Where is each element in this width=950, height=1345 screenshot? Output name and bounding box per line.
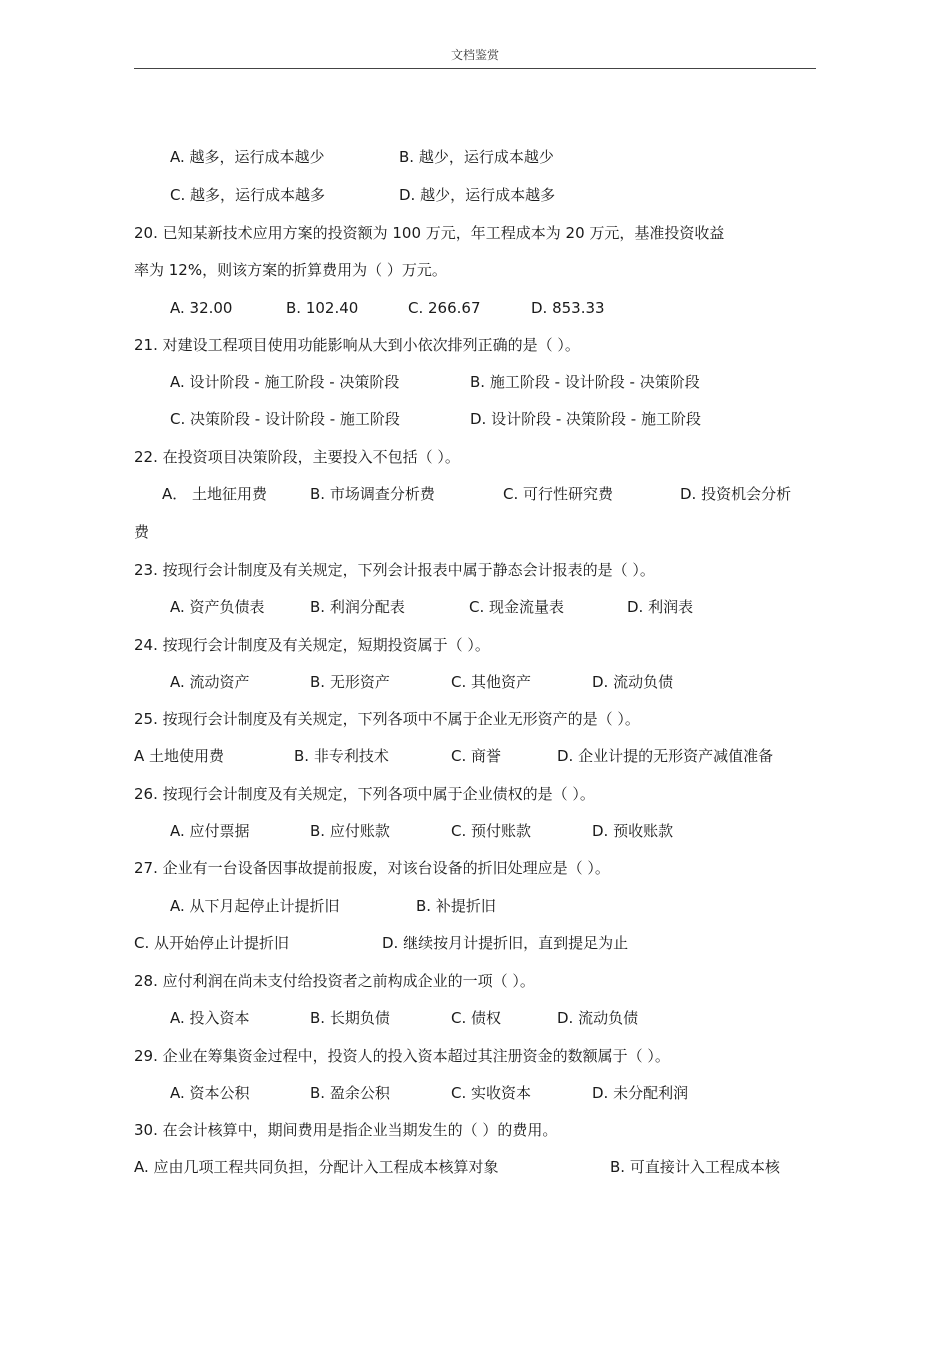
answer-option: A. 资本公积 — [170, 1084, 250, 1102]
answer-option: D. 越少，运行成本越多 — [399, 186, 556, 204]
answer-option: D. 继续按月计提折旧，直到提足为止 — [382, 934, 629, 952]
answer-option: A. 投入资本 — [170, 1009, 250, 1027]
answer-option: C. 实收资本 — [451, 1084, 532, 1102]
answer-option: C. 可行性研究费 — [503, 485, 614, 503]
answer-option: C. 现金流量表 — [469, 598, 565, 616]
answer-option: B. 施工阶段 - 设计阶段 - 决策阶段 — [470, 373, 700, 391]
answer-option: A. 资产负债表 — [170, 598, 265, 616]
answer-option: C. 商誉 — [451, 747, 502, 765]
answer-option: B. 长期负债 — [310, 1009, 390, 1027]
answer-option: B. 利润分配表 — [310, 598, 405, 616]
answer-option: C. 从开始停止计提折旧 — [134, 934, 290, 952]
answer-option: C. 266.67 — [408, 299, 481, 317]
answer-option: D. 设计阶段 - 决策阶段 - 施工阶段 — [470, 410, 701, 428]
answer-option: D. 853.33 — [531, 299, 605, 317]
question-line: 21. 对建设工程项目使用功能影响从大到小依次排列正确的是（ ）。 — [134, 336, 580, 354]
answer-option: A. 设计阶段 - 施工阶段 - 决策阶段 — [170, 373, 400, 391]
answer-option: A． 土地征用费 — [162, 485, 268, 503]
answer-option: D. 利润表 — [627, 598, 694, 616]
answer-option: D. 投资机会分析 — [680, 485, 792, 503]
question-line: 26. 按现行会计制度及有关规定，下列各项中属于企业债权的是（ ）。 — [134, 785, 595, 803]
question-line: 30. 在会计核算中，期间费用是指企业当期发生的（ ）的费用。 — [134, 1121, 558, 1139]
question-line: 28. 应付利润在尚未支付给投资者之前构成企业的一项（ ）。 — [134, 972, 535, 990]
question-line: 27. 企业有一台设备因事故提前报废，对该台设备的折旧处理应是（ ）。 — [134, 859, 610, 877]
answer-option: B. 非专利技术 — [294, 747, 389, 765]
answer-option: D. 预收账款 — [592, 822, 674, 840]
answer-option: B. 102.40 — [286, 299, 359, 317]
answer-option: D. 企业计提的无形资产减值准备 — [557, 747, 774, 765]
answer-option: D. 未分配利润 — [592, 1084, 689, 1102]
question-line: 23. 按现行会计制度及有关规定，下列会计报表中属于静态会计报表的是（ ）。 — [134, 561, 655, 579]
question-line: 费 — [134, 523, 150, 541]
answer-option: D. 流动负债 — [557, 1009, 639, 1027]
answer-option: D. 流动负债 — [592, 673, 674, 691]
answer-option: A. 越多，运行成本越少 — [170, 148, 325, 166]
answer-option: B. 可直接计入工程成本核 — [610, 1158, 780, 1176]
answer-option: B. 补提折旧 — [416, 897, 496, 915]
answer-option: C. 债权 — [451, 1009, 502, 1027]
answer-option: A. 32.00 — [170, 299, 233, 317]
answer-option: C. 其他资产 — [451, 673, 532, 691]
answer-option: B. 盈余公积 — [310, 1084, 390, 1102]
question-line: 29. 企业在筹集资金过程中，投资人的投入资本超过其注册资金的数额属于（ ）。 — [134, 1047, 670, 1065]
answer-option: B. 市场调查分析费 — [310, 485, 435, 503]
question-line: 25. 按现行会计制度及有关规定，下列各项中不属于企业无形资产的是（ ）。 — [134, 710, 640, 728]
answer-option: A. 应付票据 — [170, 822, 250, 840]
question-line: 率为 12%，则该方案的折算费用为（ ）万元。 — [134, 261, 447, 279]
page-header-title: 文档鉴赏 — [450, 48, 499, 62]
answer-option: A 土地使用费 — [134, 747, 225, 765]
answer-option: B. 应付账款 — [310, 822, 390, 840]
answer-option: B. 无形资产 — [310, 673, 390, 691]
answer-option: A. 流动资产 — [170, 673, 250, 691]
question-line: 22. 在投资项目决策阶段，主要投入不包括（ ）。 — [134, 448, 460, 466]
answer-option: C. 越多，运行成本越多 — [170, 186, 326, 204]
question-line: 20. 已知某新技术应用方案的投资额为 100 万元，年工程成本为 20 万元，基准投资收益 — [134, 224, 725, 242]
answer-option: C. 决策阶段 - 设计阶段 - 施工阶段 — [170, 410, 400, 428]
header-divider — [134, 68, 816, 69]
answer-option: C. 预付账款 — [451, 822, 532, 840]
question-line: 24. 按现行会计制度及有关规定，短期投资属于（ ）。 — [134, 636, 490, 654]
answer-option: A. 应由几项工程共同负担，分配计入工程成本核算对象 — [134, 1158, 499, 1176]
answer-option: A. 从下月起停止计提折旧 — [170, 897, 340, 915]
answer-option: B. 越少，运行成本越少 — [399, 148, 554, 166]
